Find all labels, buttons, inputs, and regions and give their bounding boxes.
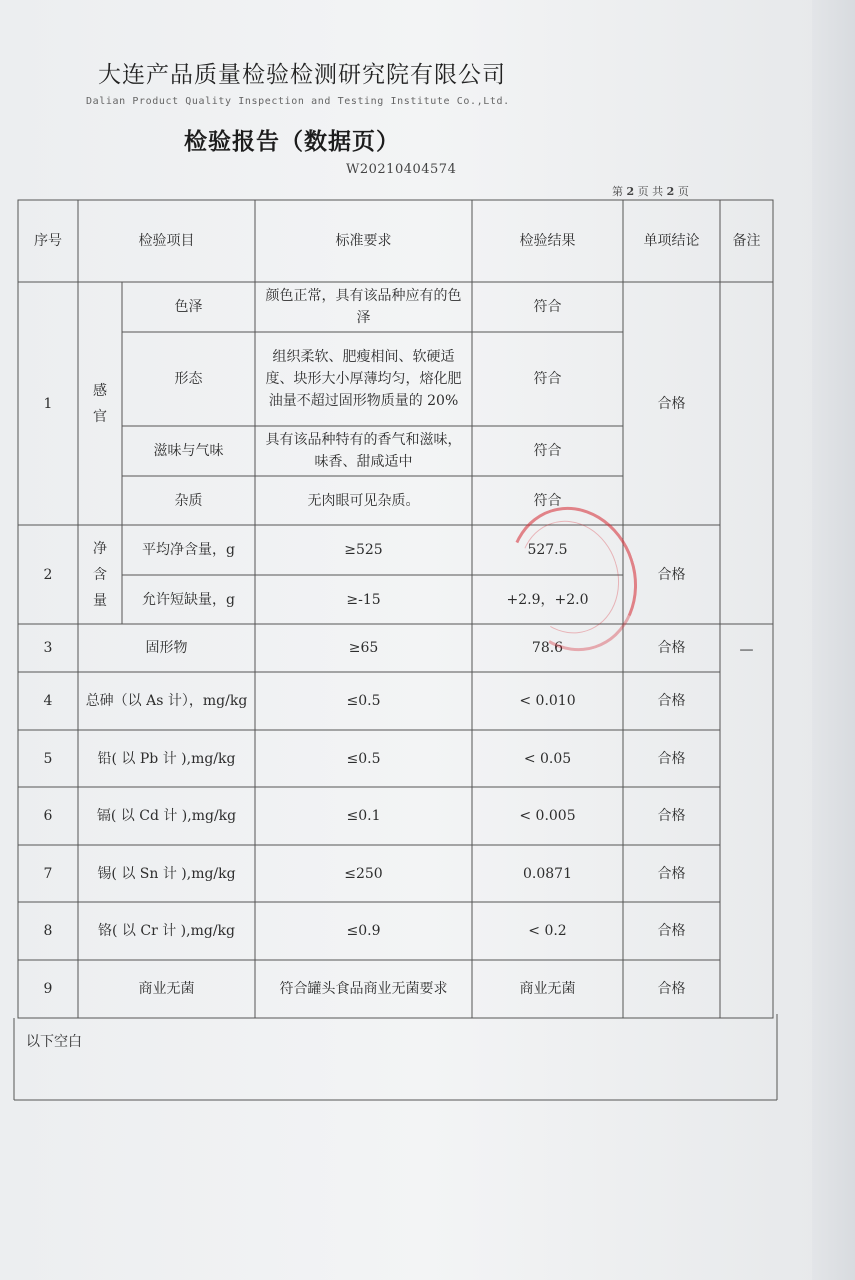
- company-name-cn: 大连产品质量检验检测研究院有限公司: [98, 62, 506, 88]
- group2-label-1: 净: [93, 540, 107, 557]
- row3-no: 3: [43, 640, 53, 656]
- group1-standard-1: 颜色正常，具有该品种应有的色泽: [265, 288, 462, 326]
- group2-standard-1: ≥525: [344, 542, 383, 558]
- row7-standard: ≤250: [344, 865, 383, 882]
- row7-result: 0.0871: [523, 865, 572, 882]
- header-conclusion: 单项结论: [643, 233, 700, 249]
- group1-item-2: 形态: [174, 371, 203, 387]
- group2-item-1: 平均净含量，g: [142, 542, 235, 558]
- header-item: 检验项目: [138, 233, 195, 249]
- row8-conclusion: 合格: [657, 923, 686, 939]
- page-prefix: 第: [612, 185, 623, 198]
- row6-no: 6: [43, 808, 53, 824]
- group1-item-1: 色泽: [174, 299, 203, 315]
- row6-standard: ≤0.1: [346, 808, 381, 824]
- group1-label: [78, 282, 122, 525]
- row6-item: 镉( 以 Cd 计 ),mg/kg: [96, 808, 237, 824]
- row4-conclusion: 合格: [657, 693, 686, 709]
- group1-conclusion: 合格: [657, 395, 686, 412]
- row7-item: 锡( 以 Sn 计 ),mg/kg: [97, 865, 236, 882]
- company-name-en: Dalian Product Quality Inspection and Testing Institute Co.,Ltd.: [86, 96, 510, 107]
- group1-no: 1: [43, 395, 53, 412]
- row4-standard: ≤0.5: [346, 693, 381, 709]
- row8-no: 8: [43, 923, 53, 939]
- row9-item: 商业无菌: [138, 981, 195, 997]
- row4-result: < 0.010: [519, 693, 576, 709]
- page-current: 2: [626, 185, 635, 198]
- row7-conclusion: 合格: [657, 865, 686, 882]
- row5-result: < 0.05: [523, 750, 572, 767]
- group2-result-1: 527.5: [527, 542, 568, 558]
- header-no: 序号: [34, 233, 62, 249]
- group2-no: 2: [43, 566, 53, 583]
- row5-no: 5: [43, 750, 53, 767]
- row6-conclusion: 合格: [657, 808, 686, 824]
- row3-conclusion: 合格: [657, 640, 686, 656]
- row8-item: 铬( 以 Cr 计 ),mg/kg: [98, 923, 235, 939]
- row8-result: < 0.2: [528, 923, 567, 939]
- group2-result-2: +2.9，+2.0: [506, 591, 589, 608]
- group1-label-1: 感: [93, 382, 107, 399]
- group2-label-3: 量: [93, 592, 107, 609]
- header-result: 检验结果: [519, 233, 576, 249]
- row8-standard: ≤0.9: [346, 923, 381, 939]
- row3-result: 78.6: [531, 640, 564, 656]
- row5-conclusion: 合格: [657, 750, 686, 767]
- row3-item: 固形物: [145, 640, 188, 656]
- row6-result: < 0.005: [519, 808, 576, 824]
- row9-result: 商业无菌: [519, 981, 576, 997]
- group1-result-1: 符合: [533, 299, 562, 315]
- group1-result-2: 符合: [533, 371, 562, 387]
- report-number: W20210404574: [346, 162, 457, 177]
- group1-item-4: 杂质: [174, 492, 203, 509]
- row9-no: 9: [43, 981, 53, 997]
- row5-standard: ≤0.5: [346, 750, 381, 767]
- group2-label: [78, 525, 122, 624]
- header-standard: 标准要求: [335, 233, 392, 249]
- row4-no: 4: [43, 693, 53, 709]
- page-total: 2: [666, 185, 675, 198]
- group2-label-2: 含: [93, 566, 107, 583]
- group2-item-2: 允许短缺量，g: [142, 591, 235, 608]
- group1-item-3: 滋味与气味: [153, 443, 224, 459]
- row5-item: 铅( 以 Pb 计 ),mg/kg: [97, 750, 236, 767]
- group1-label-2: 官: [93, 408, 107, 425]
- group2-conclusion: 合格: [657, 566, 686, 583]
- page-middle: 页 共: [637, 185, 664, 198]
- group1-standard-2: 组织柔软、肥瘦相间、软硬适度、块形大小厚薄均匀，熔化肥油量不超过固形物质量的 20%: [265, 349, 462, 409]
- group2-standard-2: ≥-15: [346, 591, 381, 608]
- footer-note: 以下空白: [26, 1034, 82, 1050]
- row9-conclusion: 合格: [657, 981, 686, 997]
- group1-result-4: 符合: [533, 492, 562, 509]
- row3-standard: ≥65: [348, 640, 379, 656]
- row9-standard: 符合罐头食品商业无菌要求: [279, 981, 448, 997]
- row7-no: 7: [43, 865, 53, 882]
- row4-item: 总砷（以 As 计），mg/kg: [85, 693, 248, 709]
- header-remark: 备注: [732, 233, 761, 249]
- group1-standard-4: 无肉眼可见杂质。: [307, 492, 420, 509]
- report-title: 检验报告（数据页）: [184, 129, 400, 155]
- remark-cell: —: [739, 642, 754, 658]
- group1-result-3: 符合: [533, 443, 562, 459]
- page-suffix: 页: [677, 185, 689, 198]
- group1-standard-3: 具有该品种特有的香气和滋味，味香、甜咸适中: [265, 432, 462, 470]
